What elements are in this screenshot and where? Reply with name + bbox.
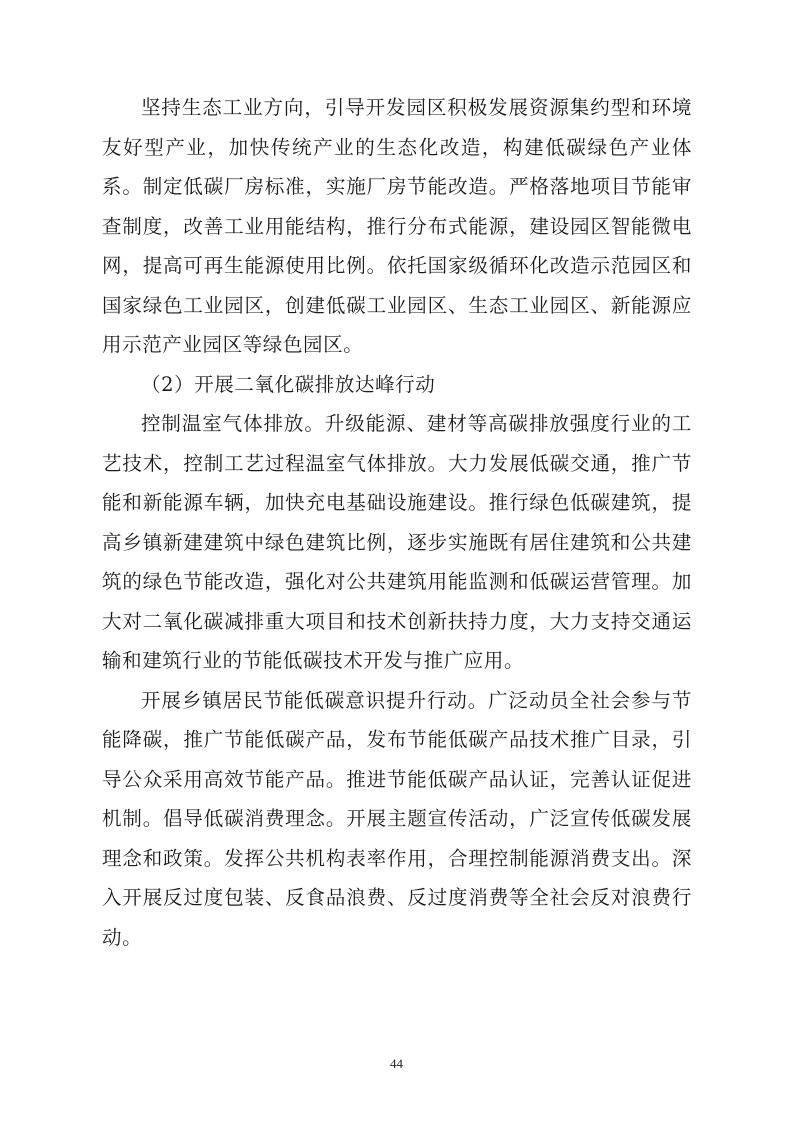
paragraph-eco-industry: 坚持生态工业方向，引导开发园区积极发展资源集约型和环境友好型产业，加快传统产业的生态化改造，构建低碳绿色产业体系。制定低碳厂房标准，实施厂房节能改造。严格落地项目节能审查制度，改善工业用能结构，推行分布式能源，建设园区智能微电网，提高可再生能源使用比例。依托国家级循环化改造示范园区和国家绿色工业园区，创建低碳工业园区、生态工业园区、新能源应用示范产业园区等绿色园区。 [102,96,692,356]
paragraph-emission-control: 控制温室气体排放。升级能源、建材等高碳排放强度行业的工艺技术，控制工艺过程温室气体排放。大力发展低碳交通，推广节能和新能源车辆，加快充电基础设施建设。推行绿色低碳建筑，提高乡镇新建建筑中绿色建筑比例，逐步实施既有居住建筑和公共建筑的绿色节能改造，强化对公共建筑用能监测和低碳运营管理。加大对二氧化碳减排重大项目和技术创新扶持力度，大力支持交通运输和建筑行业的节能低碳技术开发与推广应用。 [102,412,692,672]
document-body [102,88,692,957]
paragraph-low-carbon-awareness: 开展乡镇居民节能低碳意识提升行动。广泛动员全社会参与节能降碳，推广节能低碳产品，发布节能低碳产品技术推广目录，引导公众采用高效节能产品。推进节能低碳产品认证，完善认证促进机制。倡导低碳消费理念。开展主题宣传活动，广泛宣传低碳发展理念和政策。发挥公共机构表率作用，合理控制能源消费支出。深入开展反过度包装、反食品浪费、反过度消费等全社会反对浪费行动。 [102,688,692,949]
page-number: 44 [390,1056,403,1071]
section-heading: （2）开展二氧化碳排放达峰行动 [141,372,436,396]
